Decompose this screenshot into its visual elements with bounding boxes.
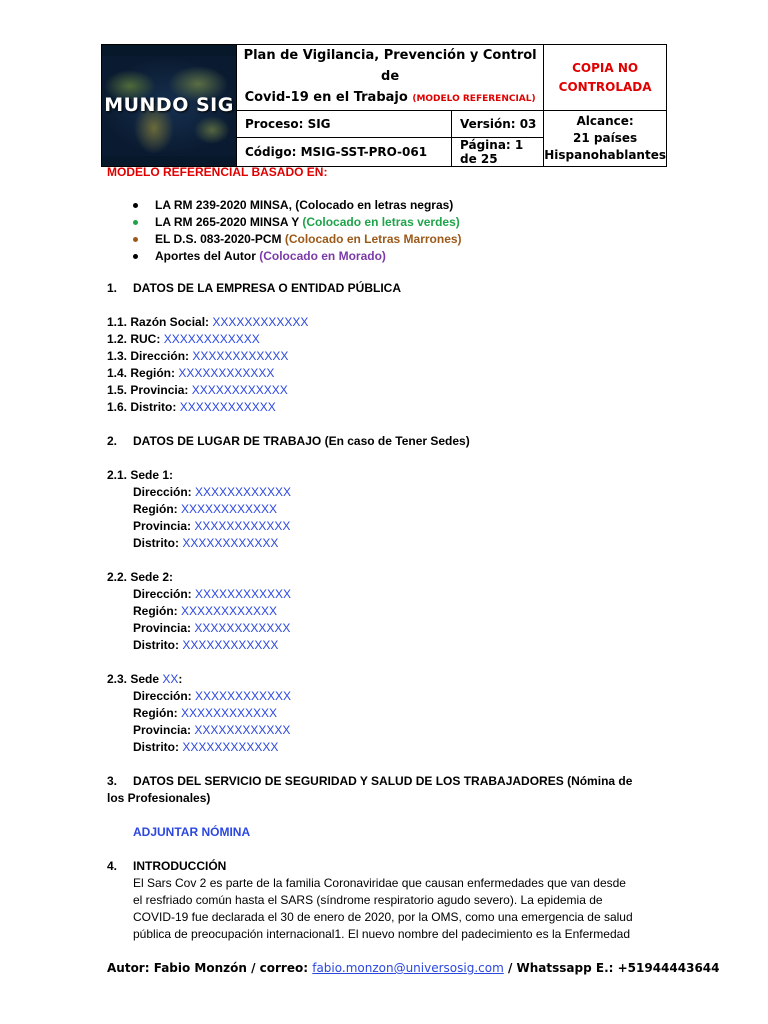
codigo-cell: Código: MSIG-SST-PRO-061 xyxy=(237,138,452,167)
logo-text: MUNDO SIG xyxy=(104,93,234,116)
reference-item: LA RM 265-2020 MINSA Y (Colocado en letras verdes) xyxy=(107,214,667,231)
sede-2-fields xyxy=(107,586,667,654)
field-row: Región: XXXXXXXXXXXX xyxy=(133,502,278,516)
reference-item: Aportes del Autor (Colocado en Morado) xyxy=(107,248,667,265)
document-body xyxy=(107,164,667,943)
field-row: Distrito: XXXXXXXXXXXX xyxy=(133,740,279,754)
section-2-heading: 2. DATOS DE LUGAR DE TRABAJO (En caso de Tener Sedes) xyxy=(107,434,470,448)
field-row: Provincia: XXXXXXXXXXXX xyxy=(133,621,291,635)
adjuntar-nomina: ADJUNTAR NÓMINA xyxy=(133,825,251,839)
document-title: Plan de Vigilancia, Prevención y Control de Covid-19 en el Trabajo (MODELO REFERENCIAL) xyxy=(237,45,544,111)
reference-item: EL D.S. 083-2020-PCM (Colocado en Letras Marrones) xyxy=(107,231,667,248)
version-cell: Versión: 03 xyxy=(452,111,544,138)
field-row: Región: XXXXXXXXXXXX xyxy=(133,604,278,618)
section-4-heading: 4. INTRODUCCIÓN xyxy=(107,859,227,873)
sede-1-fields xyxy=(107,484,667,552)
field-row: Distrito: XXXXXXXXXXXX xyxy=(133,536,279,550)
section-3-heading-cont: los Profesionales) xyxy=(107,791,211,805)
field-row: 1.1. Razón Social: XXXXXXXXXXXX xyxy=(107,315,309,329)
pagina-cell: Página: 1 de 25 xyxy=(452,138,544,167)
field-row: 1.6. Distrito: XXXXXXXXXXXX xyxy=(107,400,276,414)
sede-2-title: 2.2. Sede 2: xyxy=(107,570,174,584)
field-row: Provincia: XXXXXXXXXXXX xyxy=(133,723,291,737)
author-email-link[interactable]: fabio.monzon@universosig.com xyxy=(312,961,504,975)
copia-no-controlada: COPIA NO CONTROLADA xyxy=(544,45,667,111)
title-ref: (MODELO REFERENCIAL) xyxy=(412,94,536,104)
reference-item: LA RM 239-2020 MINSA, (Colocado en letras negras) xyxy=(107,197,667,214)
modelo-heading: MODELO REFERENCIAL BASADO EN: xyxy=(107,165,328,179)
sede-1-title: 2.1. Sede 1: xyxy=(107,468,174,482)
field-row: Provincia: XXXXXXXXXXXX xyxy=(133,519,291,533)
document-footer: Autor: Fabio Monzón / correo: fabio.monzon@universosig.com / Whatssapp E.: +51944443644 xyxy=(107,961,720,975)
empresa-fields xyxy=(107,314,667,416)
field-row: Región: XXXXXXXXXXXX xyxy=(133,706,278,720)
field-row: Dirección: XXXXXXXXXXXX xyxy=(133,587,292,601)
section-1-heading: 1. DATOS DE LA EMPRESA O ENTIDAD PÚBLICA xyxy=(107,281,402,295)
field-row: 1.2. RUC: XXXXXXXXXXXX xyxy=(107,332,260,346)
logo-cell xyxy=(102,45,237,167)
introduccion-paragraph: El Sars Cov 2 es parte de la familia Coronaviridae que causan enfermedades que van desde el resfriado común hasta el SARS (síndrome respiratorio agudo severo). La epidemia de COVID-19 fue declarada el 30 de enero de 2020, por la OMS, como una emergencia de salud pública de preocupación internacional1. El nuevo nombre del padecimiento es la Enfermedad xyxy=(133,876,633,941)
field-row: Dirección: XXXXXXXXXXXX xyxy=(133,485,292,499)
alcance-cell: Alcance: 21 países Hispanohablantes xyxy=(544,111,667,167)
field-row: 1.3. Dirección: XXXXXXXXXXXX xyxy=(107,349,289,363)
field-row: Distrito: XXXXXXXXXXXX xyxy=(133,638,279,652)
mundo-sig-logo xyxy=(102,56,236,156)
document-header-table xyxy=(101,44,667,167)
field-row: Dirección: XXXXXXXXXXXX xyxy=(133,689,292,703)
field-row: 1.5. Provincia: XXXXXXXXXXXX xyxy=(107,383,288,397)
reference-list xyxy=(107,197,667,265)
sede-3-title: 2.3. Sede XX: xyxy=(107,672,183,686)
field-row: 1.4. Región: XXXXXXXXXXXX xyxy=(107,366,275,380)
section-3-heading: 3. DATOS DEL SERVICIO DE SEGURIDAD Y SALUD DE LOS TRABAJADORES (Nómina de xyxy=(107,774,633,788)
sede-3-fields xyxy=(107,688,667,756)
proceso-cell: Proceso: SIG xyxy=(237,111,452,138)
